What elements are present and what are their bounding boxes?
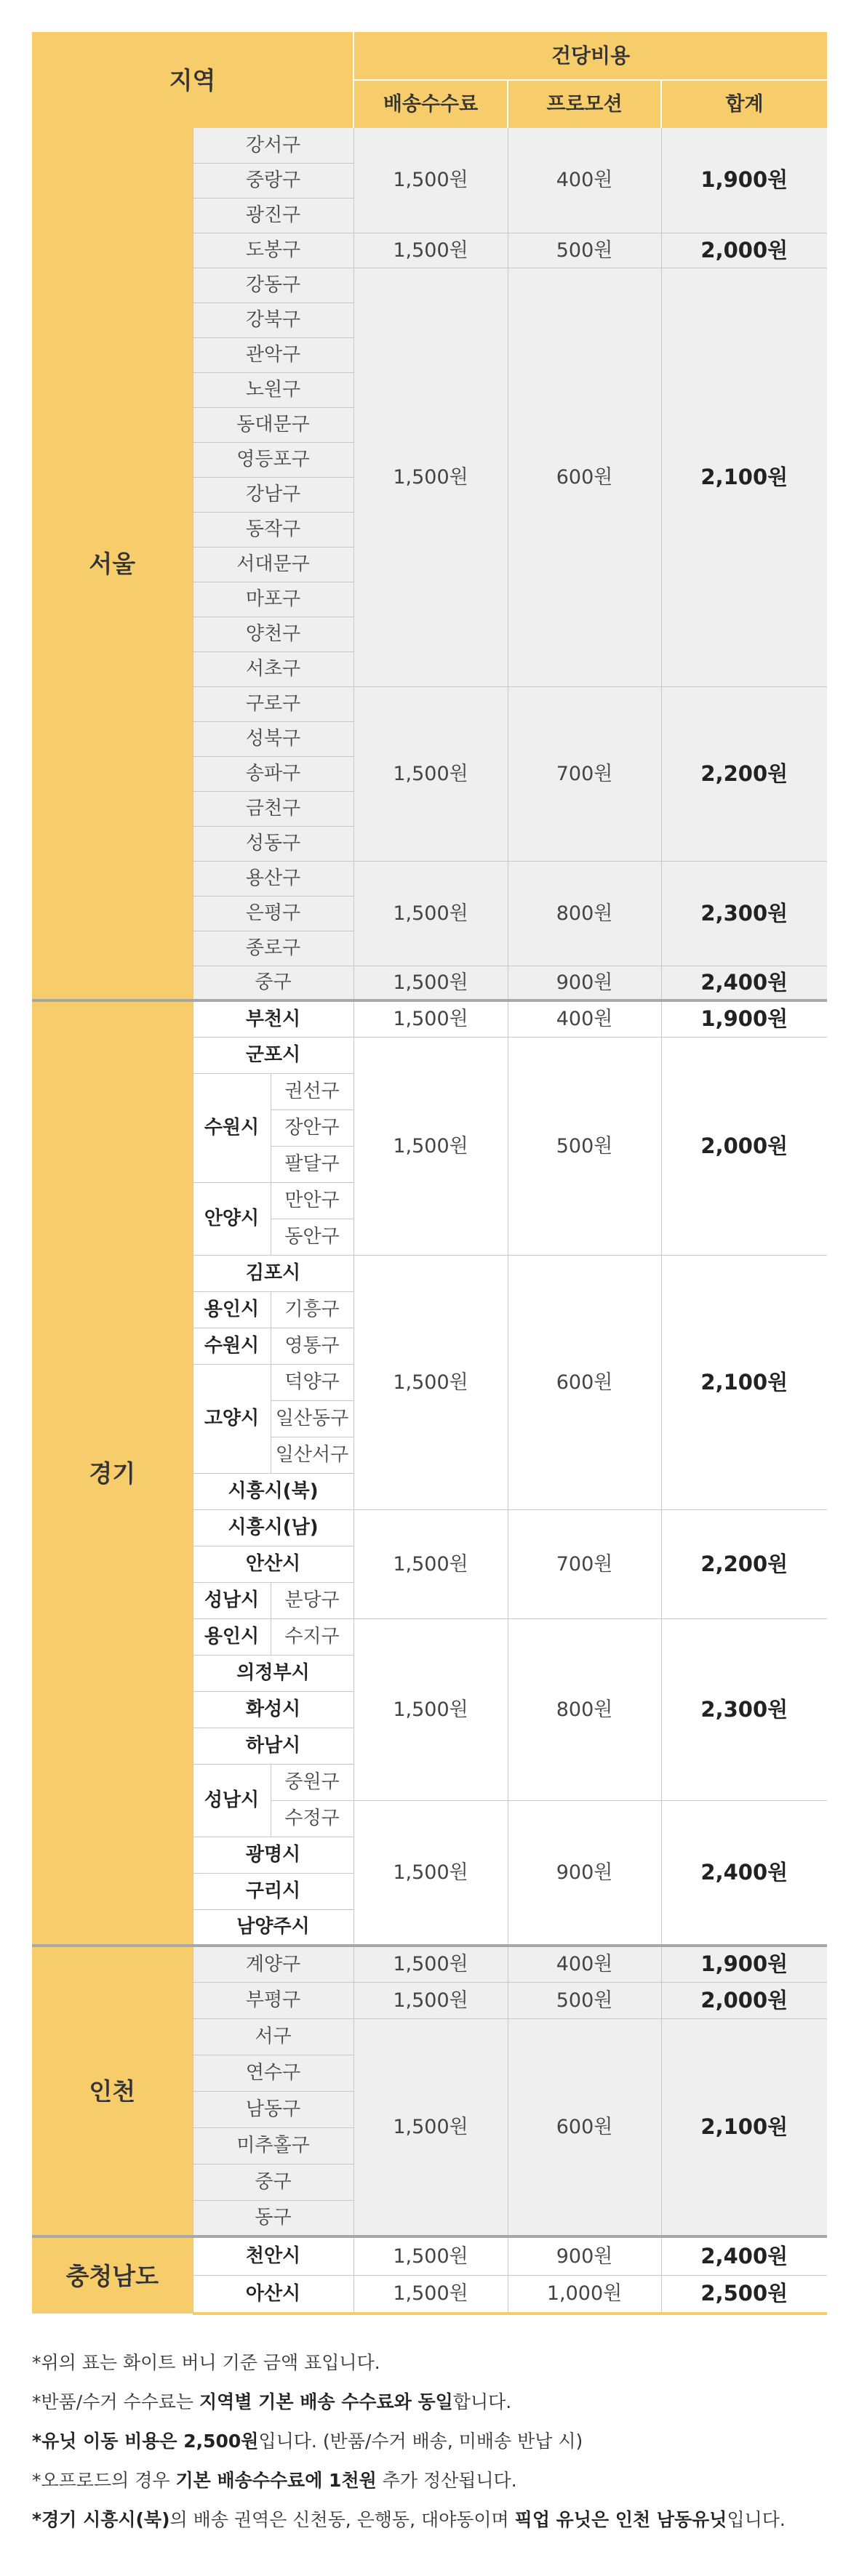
area-cell: 미추홀구 [193, 2127, 353, 2164]
region-cell-chungnam: 충청남도 [32, 2236, 193, 2314]
district-cell: 영통구 [271, 1328, 353, 1364]
region-cell-gyeonggi: 경기 [32, 1000, 193, 1946]
city-cell: 성남시 [193, 1582, 271, 1618]
promo-cell: 400원 [508, 1946, 661, 1982]
header-total: 합계 [661, 80, 827, 128]
area-cell: 연수구 [193, 2055, 353, 2091]
area-cell: 성북구 [193, 721, 353, 756]
header-cost-group: 건당비용 [353, 32, 827, 80]
area-cell: 천안시 [193, 2236, 353, 2275]
city-cell: 안양시 [193, 1182, 271, 1255]
area-cell: 강동구 [193, 268, 353, 302]
note-emphasis: 픽업 유닛은 인천 남동유닛 [514, 2509, 727, 2530]
area-cell: 성동구 [193, 826, 353, 861]
district-cell: 기흥구 [271, 1291, 353, 1328]
total-cell: 2,300원 [661, 861, 827, 966]
total-cell: 1,900원 [661, 128, 827, 233]
fee-cell: 1,500원 [353, 2018, 508, 2236]
area-cell: 중랑구 [193, 163, 353, 198]
fee-cell: 1,500원 [353, 1946, 508, 1982]
promo-cell: 600원 [508, 2018, 661, 2236]
district-cell: 만안구 [271, 1182, 353, 1219]
promo-cell: 900원 [508, 1800, 661, 1946]
area-cell: 도봉구 [193, 233, 353, 268]
promo-cell: 1,000원 [508, 2275, 661, 2314]
district-cell: 일산서구 [271, 1437, 353, 1473]
area-cell: 안산시 [193, 1546, 353, 1582]
area-cell: 남양주시 [193, 1909, 353, 1946]
area-cell: 관악구 [193, 337, 353, 372]
area-cell: 노원구 [193, 372, 353, 407]
district-cell: 분당구 [271, 1582, 353, 1618]
area-cell: 서구 [193, 2018, 353, 2055]
fee-cell: 1,500원 [353, 966, 508, 1000]
promo-cell: 500원 [508, 1037, 661, 1255]
city-cell: 수원시 [193, 1073, 271, 1182]
total-cell: 2,300원 [661, 1618, 827, 1800]
fee-cell: 1,500원 [353, 128, 508, 233]
note-emphasis: *유닛 이동 비용은 2,500원 [32, 2431, 259, 2452]
area-cell: 김포시 [193, 1255, 353, 1291]
city-cell: 고양시 [193, 1364, 271, 1473]
total-cell: 2,100원 [661, 268, 827, 686]
header-promo: 프로모션 [508, 80, 661, 128]
promo-cell: 400원 [508, 1000, 661, 1037]
area-cell: 영등포구 [193, 442, 353, 477]
area-cell: 양천구 [193, 617, 353, 651]
area-cell: 중구 [193, 2164, 353, 2200]
district-cell: 장안구 [271, 1110, 353, 1146]
area-cell: 서초구 [193, 651, 353, 686]
area-cell: 금천구 [193, 791, 353, 826]
fee-table-container [32, 32, 827, 2315]
area-cell: 부천시 [193, 1000, 353, 1037]
total-cell: 2,200원 [661, 1509, 827, 1618]
total-cell: 2,100원 [661, 2018, 827, 2236]
city-cell: 수원시 [193, 1328, 271, 1364]
area-cell: 하남시 [193, 1728, 353, 1764]
promo-cell: 700원 [508, 686, 661, 861]
fee-cell: 1,500원 [353, 1982, 508, 2018]
city-cell: 용인시 [193, 1618, 271, 1655]
area-cell: 강남구 [193, 477, 353, 512]
fee-cell: 1,500원 [353, 861, 508, 966]
area-cell: 구리시 [193, 1873, 353, 1909]
note-text: 입니다. (반품/수거 배송, 미배송 반납 시) [258, 2431, 583, 2452]
total-cell: 2,000원 [661, 1037, 827, 1255]
note-line [32, 2500, 827, 2540]
district-cell: 수정구 [271, 1800, 353, 1837]
header-fee: 배송수수료 [353, 80, 508, 128]
fee-cell: 1,500원 [353, 1037, 508, 1255]
fee-cell: 1,500원 [353, 268, 508, 686]
area-cell: 강서구 [193, 128, 353, 163]
promo-cell: 800원 [508, 1618, 661, 1800]
city-cell: 용인시 [193, 1291, 271, 1328]
total-cell: 1,900원 [661, 1946, 827, 1982]
area-cell: 구로구 [193, 686, 353, 721]
area-cell: 아산시 [193, 2275, 353, 2314]
total-cell: 2,500원 [661, 2275, 827, 2314]
district-cell: 팔달구 [271, 1146, 353, 1182]
fee-cell: 1,500원 [353, 1800, 508, 1946]
note-text: 합니다. [452, 2391, 512, 2412]
district-cell: 덕양구 [271, 1364, 353, 1400]
area-cell: 강북구 [193, 302, 353, 337]
area-cell: 마포구 [193, 582, 353, 617]
notes-section [32, 2343, 827, 2540]
area-cell: 광진구 [193, 198, 353, 233]
note-emphasis: 지역별 기본 배송 수수료와 동일 [199, 2391, 453, 2412]
promo-cell: 500원 [508, 1982, 661, 2018]
promo-cell: 800원 [508, 861, 661, 966]
area-cell: 남동구 [193, 2091, 353, 2127]
region-cell-seoul: 서울 [32, 128, 193, 1000]
fee-cell: 1,500원 [353, 2236, 508, 2275]
area-cell: 계양구 [193, 1946, 353, 1982]
note-text: *오프로드의 경우 [32, 2470, 176, 2491]
district-cell: 수지구 [271, 1618, 353, 1655]
total-cell: 2,400원 [661, 2236, 827, 2275]
note-emphasis: *경기 시흥시(북) [32, 2509, 170, 2530]
note-text: 입니다. [727, 2509, 786, 2530]
delivery-fee-table [32, 32, 827, 2315]
area-cell: 서대문구 [193, 547, 353, 582]
area-cell: 시흥시(북) [193, 1473, 353, 1509]
promo-cell: 700원 [508, 1509, 661, 1618]
area-cell: 종로구 [193, 931, 353, 966]
total-cell: 2,100원 [661, 1255, 827, 1509]
area-cell: 부평구 [193, 1982, 353, 2018]
promo-cell: 400원 [508, 128, 661, 233]
area-cell: 동대문구 [193, 407, 353, 442]
note-line [32, 2343, 827, 2383]
area-cell: 용산구 [193, 861, 353, 896]
area-cell: 동구 [193, 2200, 353, 2236]
note-text: *위의 표는 화이트 버니 기준 금액 표입니다. [32, 2352, 380, 2373]
district-cell: 동안구 [271, 1219, 353, 1255]
total-cell: 2,200원 [661, 686, 827, 861]
area-cell: 은평구 [193, 896, 353, 931]
district-cell: 권선구 [271, 1073, 353, 1110]
total-cell: 2,000원 [661, 1982, 827, 2018]
note-text: *반품/수거 수수료는 [32, 2391, 200, 2412]
fee-cell: 1,500원 [353, 686, 508, 861]
promo-cell: 600원 [508, 1255, 661, 1509]
area-cell: 동작구 [193, 512, 353, 547]
city-cell: 성남시 [193, 1764, 271, 1837]
area-cell: 의정부시 [193, 1655, 353, 1691]
note-line [32, 2461, 827, 2500]
area-cell: 중구 [193, 966, 353, 1000]
fee-cell: 1,500원 [353, 1255, 508, 1509]
area-cell: 송파구 [193, 756, 353, 791]
promo-cell: 500원 [508, 233, 661, 268]
header-region: 지역 [32, 32, 353, 128]
region-cell-incheon: 인천 [32, 1946, 193, 2236]
total-cell: 2,000원 [661, 233, 827, 268]
fee-cell: 1,500원 [353, 1509, 508, 1618]
total-cell: 2,400원 [661, 966, 827, 1000]
area-cell: 화성시 [193, 1691, 353, 1728]
total-cell: 1,900원 [661, 1000, 827, 1037]
note-line [32, 2422, 827, 2461]
fee-cell: 1,500원 [353, 233, 508, 268]
promo-cell: 900원 [508, 2236, 661, 2275]
district-cell: 일산동구 [271, 1400, 353, 1437]
fee-cell: 1,500원 [353, 2275, 508, 2314]
area-cell: 군포시 [193, 1037, 353, 1073]
fee-cell: 1,500원 [353, 1618, 508, 1800]
area-cell: 시흥시(남) [193, 1509, 353, 1546]
total-cell: 2,400원 [661, 1800, 827, 1946]
fee-cell: 1,500원 [353, 1000, 508, 1037]
promo-cell: 900원 [508, 966, 661, 1000]
promo-cell: 600원 [508, 268, 661, 686]
note-emphasis: 기본 배송수수료에 1천원 [175, 2470, 377, 2491]
district-cell: 중원구 [271, 1764, 353, 1800]
note-line [32, 2383, 827, 2422]
area-cell: 광명시 [193, 1837, 353, 1873]
note-text: 의 배송 권역은 신천동, 은행동, 대야동이며 [169, 2509, 515, 2530]
note-text: 추가 정산됩니다. [376, 2470, 517, 2491]
